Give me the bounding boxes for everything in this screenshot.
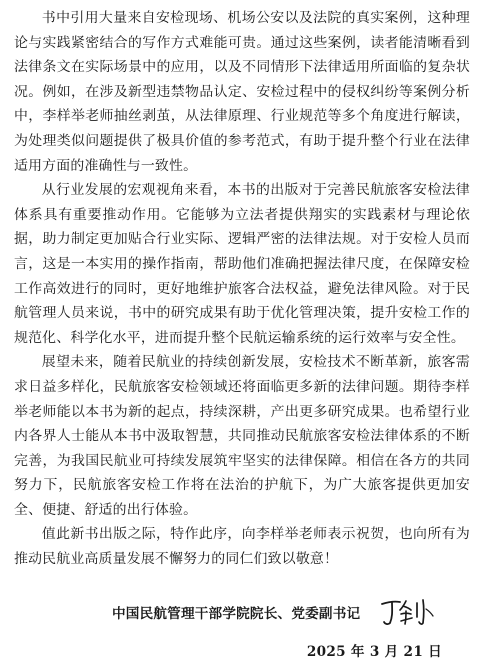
paragraph-case-studies: 书中引用大量来自安检现场、机场公安以及法院的真实案例，这种理论与实践紧密结合的写作方式难能可贵。通过这些案例，读者能清晰看到法律条文在实际场景中的应用，以及不同情形下法律适用所面临的复杂状况。例如，在涉及新型违禁物品认定、安检过程中的侵权纠纷等案例分析中，李样举老师抽丝剥茧，从法律原理、行业规范等多个角度进行解读，为处理类似问题提供了极具价值的参考范式，有助于提升整个行业在法律适用方面的准确性与一致性。 [14,10,470,174]
paragraph-industry-development: 从行业发展的宏观视角来看，本书的出版对于完善民航旅客安检法律体系具有重要推动作用。它能够为立法者提供翔实的实践素材与理论依据，助力制定更加贴合行业实际、逻辑严密的法律法规。对于安检人员而言，这是一本实用的操作指南，帮助他们准确把握法律尺度，在保障安检工作高效进行的同时，更好地维护旅客合法权益，避免法律风险。对于民航管理人员来说，书中的研究成果有助于优化管理决策，提升安检工作的规范化、科学化水平，进而提升整个民航运输系统的运行效率与安全性。 [14,182,470,346]
signatory-title: 中国民航管理干部学院院长、党委副书记 [112,606,361,622]
date-text: 2025 年 3 月 21 日 [306,644,442,660]
preface-body [14,6,470,572]
paragraph-congratulations: 值此新书出版之际，特作此序，向李样举老师表示祝贺，也向所有为推动民航业高质量发展不懈努力的同仁们致以敬意！ [14,526,470,568]
handwritten-signature [378,597,436,627]
signature-scribble-icon [378,597,436,627]
paragraph-outlook: 展望未来，随着民航业的持续创新发展，安检技术不断革新，旅客需求日益多样化，民航旅客安检领域还将面临更多新的法律问题。期待李样举老师能以本书为新的起点，持续深耕，产出更多研究成果。也希望行业内各界人士能从本书中汲取智慧，共同推动民航旅客安检法律体系的不断完善，为我国民航业可持续发展筑牢坚实的法律保障。相信在各方的共同努力下，民航旅客安检工作将在法治的护航下，为广大旅客提供更加安全、便捷、舒适的出行体验。 [14,354,470,518]
signature-block [112,596,436,628]
